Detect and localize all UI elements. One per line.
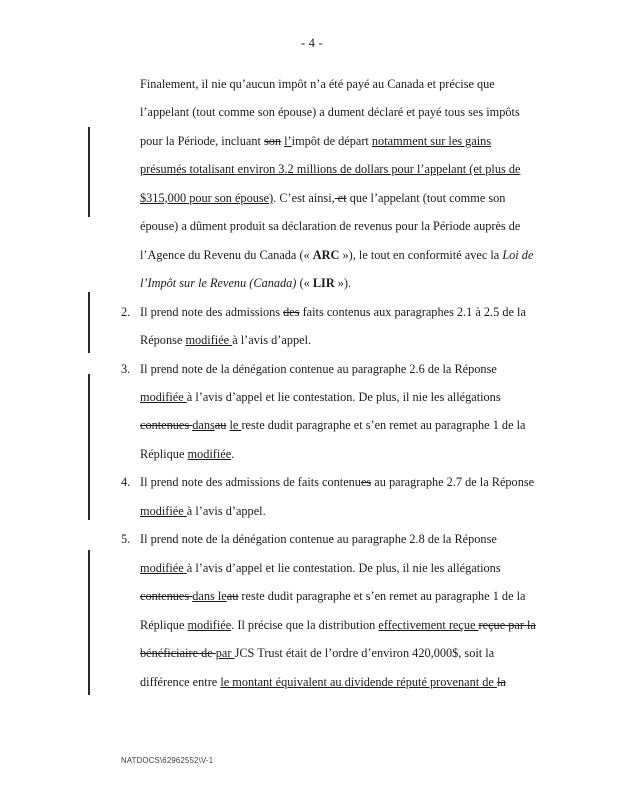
text-run: le montant équivalent au dividende réputé provenant de [220, 674, 497, 689]
text-run: Loi de l’Impôt sur le Revenu (Canada) [140, 247, 534, 291]
text-run: par [215, 646, 235, 661]
text-run: son [263, 133, 282, 148]
text-run: l’ [284, 133, 292, 148]
text-run: à l’avis d’appel et lie contestation. De plus, il nie les allégations [186, 389, 501, 404]
text-run: effectivement reçue [378, 617, 479, 632]
text-run: au [226, 589, 239, 604]
text-run: à l’avis d’appel et lie contestation. De plus, il nie les allégations [186, 560, 501, 575]
text-run: Il prend note de la dénégation contenue au paragraphe 2.8 de la Réponse [140, 532, 497, 547]
text-run: »). [334, 276, 352, 291]
text-run: modifiée [185, 333, 233, 348]
text-run: contenues [140, 589, 193, 604]
paragraph-1 [140, 70, 539, 298]
footer-docid: NATDOCS\62962552\V-1 [121, 756, 214, 765]
text-run: que l’appelant (tout comme son épouse) a dûment produit sa déclaration de revenus pour la Période auprès de l’Agence du Revenu du Canada (« [140, 190, 521, 262]
revision-change-bar [88, 550, 90, 695]
text-run: modifiée [187, 617, 232, 632]
paragraph-number: 2. [121, 304, 131, 319]
text-run: notamment sur les gains présumés totalisant environ 3.2 millions de dollars pour l’appelant (et plus de $315,000 pour son épouse) [140, 133, 521, 205]
text-run: Il prend note des admissions de faits contenu [140, 475, 361, 490]
text-run: dans [192, 418, 215, 433]
text-run: dans le [192, 589, 227, 604]
paragraph-4 [121, 468, 539, 525]
text-run: à l’avis d’appel. [232, 333, 312, 348]
paragraph-number: 5. [121, 532, 131, 547]
text-run: modifiée [140, 560, 187, 575]
text-run: le [229, 418, 242, 433]
text-run: (« [296, 276, 313, 291]
text-run: . C’est ainsi, [273, 190, 335, 205]
text-run: ARC [312, 247, 340, 262]
paragraph-2 [121, 298, 539, 355]
paragraph-3 [121, 355, 539, 469]
text-run: Finalement, il nie qu’aucun impôt n’a été payé au Canada et précise que l’appelant (tout comme son épouse) a dument déclaré et payé tous ses impôts pour la Période, incluant [140, 77, 520, 148]
text-run: LIR [312, 276, 335, 291]
text-run: impôt de départ [291, 133, 372, 148]
text-run: »), le tout en conformité avec la [339, 247, 503, 262]
text-run: et [334, 190, 347, 205]
text-run: Il prend note des admissions [140, 304, 284, 319]
page-number: - 4 - [301, 36, 323, 50]
revision-change-bar [88, 127, 90, 217]
text-run: . [231, 446, 235, 461]
text-run: la [496, 674, 506, 689]
text-run: reçue par la bénéficiaire de [140, 617, 536, 661]
document-body [121, 70, 539, 696]
text-run: à l’avis d’appel. [186, 503, 266, 518]
text-run: reste dudit paragraphe et s’en remet au paragraphe 1 de la Réplique [140, 418, 526, 461]
text-run: . Il précise que la distribution [231, 617, 379, 632]
text-run: reste dudit paragraphe et s’en remet au paragraphe 1 de la Réplique [140, 589, 526, 632]
text-run: es [360, 475, 372, 490]
paragraph-number: 4. [121, 475, 131, 490]
text-run: JCS Trust était de l’ordre d’environ 420,000$, soit la différence entre [140, 646, 495, 689]
text-run: contenues [140, 418, 193, 433]
text-run: modifiée [140, 503, 187, 518]
text-run: modifiée [187, 446, 232, 461]
text-run: des [283, 304, 300, 319]
paragraph-5 [121, 525, 539, 696]
text-run: au paragraphe 2.7 de la Réponse [371, 475, 535, 490]
text-run: modifiée [140, 389, 187, 404]
text-run: au [214, 418, 227, 433]
text-run: faits contenus aux paragraphes 2.1 à 2.5 de la Réponse [140, 304, 526, 348]
paragraph-number: 3. [121, 361, 131, 376]
text-run: Il prend note de la dénégation contenue au paragraphe 2.6 de la Réponse [140, 361, 497, 376]
revision-change-bar [88, 374, 90, 520]
revision-change-bar [88, 292, 90, 353]
